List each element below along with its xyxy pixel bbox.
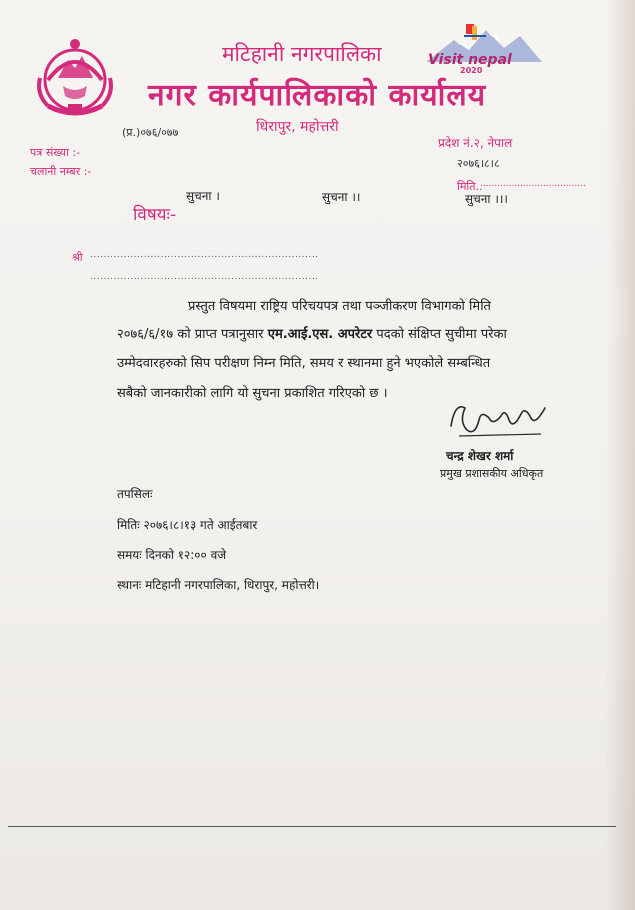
body-line-2	[117, 324, 507, 342]
page-edge-shadow	[605, 0, 635, 910]
province-label: प्रदेश नं.२, नेपाल	[438, 136, 513, 150]
signatory-name: चन्द्र शेखर शर्मा	[446, 449, 514, 463]
office-title: नगर कार्यपालिकाको कार्यालय	[148, 78, 487, 113]
body-line-3: उम्मेदवारहरुको सिप परीक्षण निम्न मिति, समय र स्थानमा हुने भएकोले सम्बन्धित	[117, 356, 491, 371]
nepal-emblem-icon	[30, 34, 120, 122]
footer-divider	[8, 826, 616, 827]
dispatch-number-label: चलानी नम्बर :-	[30, 165, 92, 178]
subject-label: विषयः-	[133, 205, 177, 225]
visit-nepal-logo-icon	[424, 22, 544, 78]
municipality-name: मटिहानी नगरपालिका	[222, 42, 382, 66]
post-name: एम.आई.एस. अपरेटर	[267, 327, 373, 342]
office-address: धिरापुर, महोत्तरी	[256, 119, 339, 135]
signature-icon	[445, 396, 555, 446]
exam-time: समयः दिनको १२:०० वजे	[117, 548, 227, 562]
notice-word-3: सुचना ।।।	[465, 192, 508, 206]
signatory-designation: प्रमुख प्रशासकीय अधिकृत	[440, 467, 544, 480]
visit-nepal-year: 2020	[460, 66, 483, 75]
exam-date: मितिः २०७६।८।१३ गते आईतबार	[117, 518, 258, 532]
recipient-dotted-line-2: ....................................................................	[90, 272, 319, 282]
notice-word-1: सुचना ।	[186, 189, 220, 203]
body-line-2-end: पदको संक्षिप्त सुचीमा परेका	[372, 327, 507, 342]
date-dotted-line: .....................................	[480, 179, 586, 189]
fiscal-year-ref: (प्र.)०७६/०७७	[122, 126, 179, 139]
details-heading: तपसिलः	[117, 487, 153, 501]
letter-number-label: पत्र संख्या :-	[30, 146, 81, 159]
date-label: मिति..	[457, 180, 483, 193]
body-line-1: प्रस्तुत विषयमा राष्ट्रिय परिचयपत्र तथा पञ्जीकरण विभागको मिति	[188, 299, 491, 314]
body-line-2-start: २०७६/६/१७ को प्राप्त पत्रानुसार	[117, 327, 268, 342]
recipient-label: श्री	[72, 251, 83, 264]
notice-word-2: सुचना ।।	[322, 190, 361, 204]
letter-date: २०७६।८।८	[457, 157, 500, 170]
recipient-dotted-line-1: ....................................................................	[90, 250, 319, 260]
body-line-4: सबैको जानकारीको लागि यो सुचना प्रकाशित गरिएको छ ।	[117, 386, 388, 401]
visit-nepal-text: Visit nepal	[428, 52, 512, 68]
exam-place: स्थानः मटिहानी नगरपालिका, धिरापुर, महोत्तरी।	[117, 578, 320, 592]
